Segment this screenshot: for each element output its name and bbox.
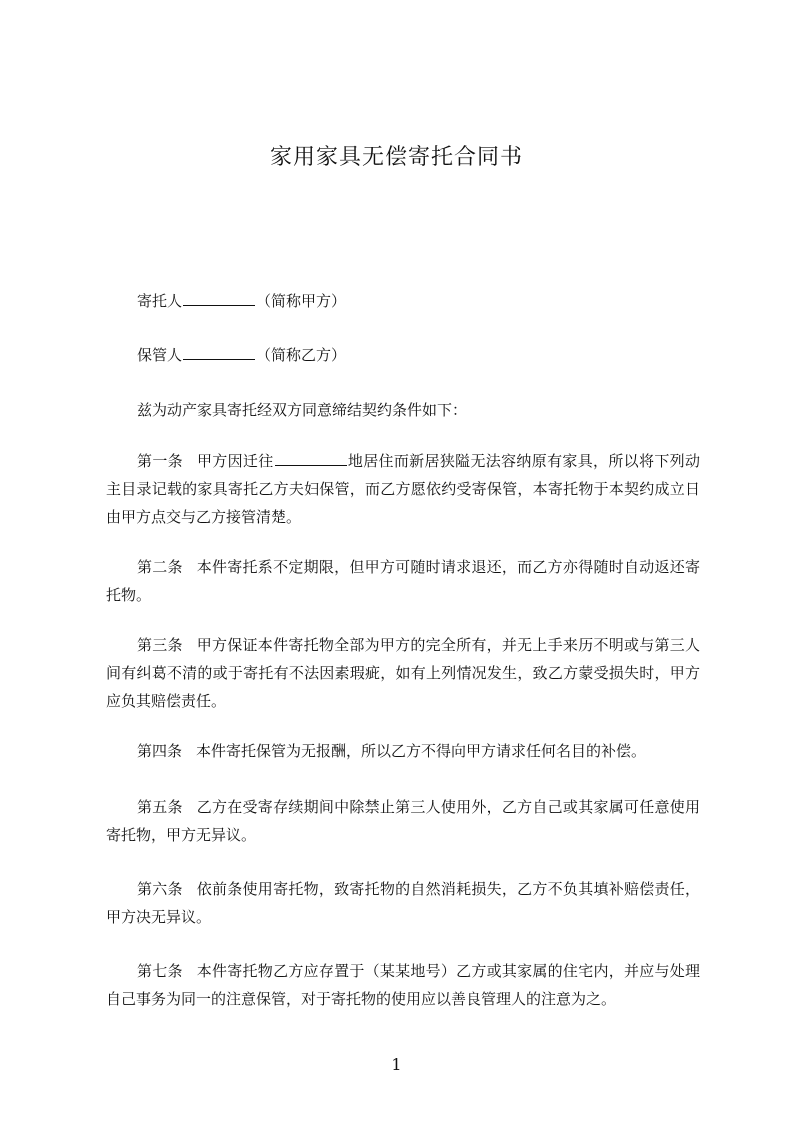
article-text: 乙方在受寄存续期间中除禁止第三人使用外，乙方自己或其家属可任意使用寄托物，甲方无异议。 — [106, 798, 700, 844]
article-number: 第一条 — [137, 452, 183, 470]
article-text: 依前条使用寄托物，致寄托物的自然消耗损失，乙方不负其填补赔偿责任，甲方决无异议。 — [106, 880, 700, 926]
document-title: 家用家具无偿寄托合同书 — [269, 145, 523, 170]
page-number: 1 — [391, 1055, 402, 1074]
keeper-suffix: （简称乙方） — [256, 346, 347, 364]
contract-intro: 兹为动产家具寄托经双方同意缔结契约条件如下： — [137, 401, 468, 419]
article-text: 本件寄托系不定期限，但甲方可随时请求退还，而乙方亦得随时自动返还寄托物。 — [106, 558, 700, 604]
article-text: 地居住而新居狭隘无法容纳原有家具，所以将下列动主目录记载的家具寄托乙方夫妇保管，而乙方愿依约受寄保管，本寄托物于本契约成立日由甲方点交与乙方接管清楚。 — [106, 452, 700, 526]
article-number: 第四条 — [137, 742, 183, 760]
article-6 — [106, 875, 700, 931]
article-1 — [106, 447, 700, 531]
article-text: 甲方保证本件寄托物全部为甲方的完全所有，并无上手来历不明或与第三人间有纠葛不清的或于寄托有不法因素瑕疵，如有上列情况发生，致乙方蒙受损失时，甲方应负其赔偿责任。 — [106, 636, 700, 710]
article-number: 第六条 — [137, 880, 183, 898]
depositor-line — [137, 290, 346, 312]
keeper-blank — [183, 345, 255, 360]
article-text: 甲方因迁往 — [196, 452, 274, 470]
article-4 — [106, 737, 700, 765]
article-text: 本件寄托保管为无报酬，所以乙方不得向甲方请求任何名目的补偿。 — [196, 742, 647, 760]
keeper-line — [137, 344, 346, 366]
article-number: 第二条 — [137, 558, 183, 576]
keeper-label: 保管人 — [137, 346, 183, 364]
article-2 — [106, 553, 700, 609]
article-7 — [106, 957, 700, 1013]
article-text: 本件寄托物乙方应存置于（某某地号）乙方或其家属的住宅内，并应与处理自己事务为同一的注意保管，对于寄托物的使用应以善良管理人的注意为之。 — [106, 962, 700, 1008]
article-number: 第五条 — [137, 798, 183, 816]
depositor-label: 寄托人 — [137, 292, 183, 310]
article-number: 第三条 — [137, 636, 183, 654]
depositor-blank — [183, 291, 255, 306]
relocation-place-blank — [275, 451, 347, 466]
article-number: 第七条 — [137, 962, 183, 980]
article-5 — [106, 793, 700, 849]
article-3 — [106, 631, 700, 715]
depositor-suffix: （简称甲方） — [256, 292, 347, 310]
